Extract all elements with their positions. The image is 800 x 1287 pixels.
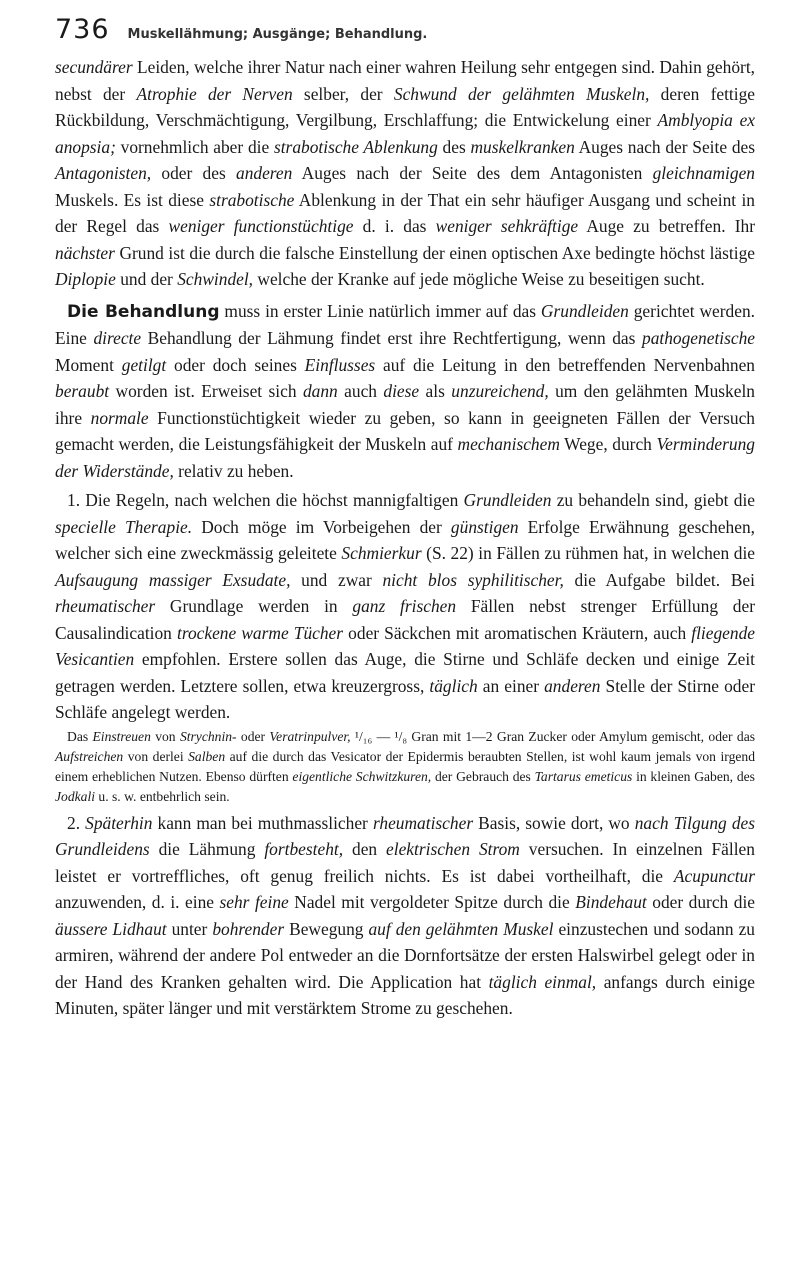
section-heading-treatment: Die Behandlung [67,301,220,322]
paragraph-secondary-ailments: secundärer Leiden, welche ihrer Natur nach einer wahren Heilung sehr entgegen sind. Dahin gehört, nebst der Atrophie der Nerven selber, der Schwund der gelähmten Muskeln, deren fettige Rückbildung, Verschmächtigung, Vergilbung, Erschlaffung; die Entwickelung einer Amblyopia ex anopsia; vornehmlich aber die strabotische Ablenkung des muskelkranken Auges nach der Seite des Antagonisten, oder des anderen Auges nach der Seite des dem Antagonisten gleichnamigen Muskels. Es ist diese strabotische Ablenkung in der That ein sehr häufiger Ausgang und scheint in der Regel das weniger functionstüchtige d. i. das weniger sehkräftige Auge zu betreffen. Ihr nächster Grund ist die durch die falsche Einstellung der einen optischen Axe bedingte höchst lästige Diplopie und der Schwindel, welche der Kranke auf jede mögliche Weise zu beseitigen sucht. [55,57,756,289]
paragraph-treatment: Die Behandlung muss in erster Linie natürlich immer auf das Grundleiden gerichtet werden. Eine directe Behandlung der Lähmung findet erst ihre Rechtfertigung, wenn das pathogenetische Moment getilgt oder doch seines Einflusses auf die Leitung in den betreffenden Nervenbahnen beraubt worden ist. Erweiset sich dann auch diese als unzureichend, um den gelähmten Muskeln ihre normale Functionstüchtigkeit wieder zu geben, so kann in geeigneten Fällen der Versuch gemacht werden, die Leistungsfähigkeit der Muskeln auf mechanischem Wege, durch Verminderung der Widerstände, relativ zu heben. [55,300,756,481]
page-header [55,14,755,54]
book-page [55,14,755,1022]
paragraph-rule-2: 2. Späterhin kann man bei muthmasslicher rheumatischer Basis, sowie dort, wo nach Tilgung des Grundleidens die Lähmung fortbesteht, den elektrischen Strom versuchen. In einzelnen Fällen leistet er vortreffliches, oft genug freilich nichts. Es ist dabei vortheilhaft, die Acupunctur anzuwenden, d. i. eine sehr feine Nadel mit vergoldeter Spitze durch die Bindehaut oder durch die äussere Lidhaut unter bohrender Bewegung auf den gelähmten Muskel einzustechen und sodann zu armiren, während der andere Pol entweder an die Dornfortsätze der ersten Halswirbel gelegt oder in der Hand des Kranken gehalten wird. Die Application hat täglich einmal, anfangs durch einige Minuten, später länger und mit verstärktem Strome zu geschehen. [55,812,756,1018]
small-print-note: Das Einstreuen von Strychnin- oder Veratrinpulver, ¹/₁₆ — ¹/₈ Gran mit 1—2 Gran Zucker oder Amylum gemischt, oder das Aufstreichen von derlei Salben auf die durch das Vesicator der Epidermis beraubten Stellen, ist wohl kaum jemals von irgend einem erheblichen Nutzen. Ebenso dürften eigentliche Schwitzkuren, der Gebrauch des Tartarus emeticus in kleinen Gaben, des Jodkali u. s. w. entbehrlich sein. [55,728,756,804]
paragraph-rule-1: 1. Die Regeln, nach welchen die höchst mannigfaltigen Grundleiden zu behandeln sind, giebt die specielle Therapie. Doch möge im Vorbeigehen der günstigen Erfolge Erwähnung geschehen, welcher sich eine zweckmässig geleitete Schmierkur (S. 22) in Fällen zu rühmen hat, in welchen die Aufsaugung massiger Exsudate, und zwar nicht blos syphilitischer, die Aufgabe bildet. Bei rheumatischer Grundlage werden in ganz frischen Fällen nebst strenger Erfüllung der Causalindication trockene warme Tücher oder Säckchen mit aromatischen Kräutern, auch fliegende Vesicantien empfohlen. Erstere sollen das Auge, die Stirne und Schläfe decken und einige Zeit getragen werden. Letztere sollen, etwa kreuzergross, täglich an einer anderen Stelle der Stirne oder Schläfe angelegt werden. [55,490,756,722]
running-title: Muskellähmung; Ausgänge; Behandlung. [127,27,428,42]
page-number: 736 [55,14,110,45]
